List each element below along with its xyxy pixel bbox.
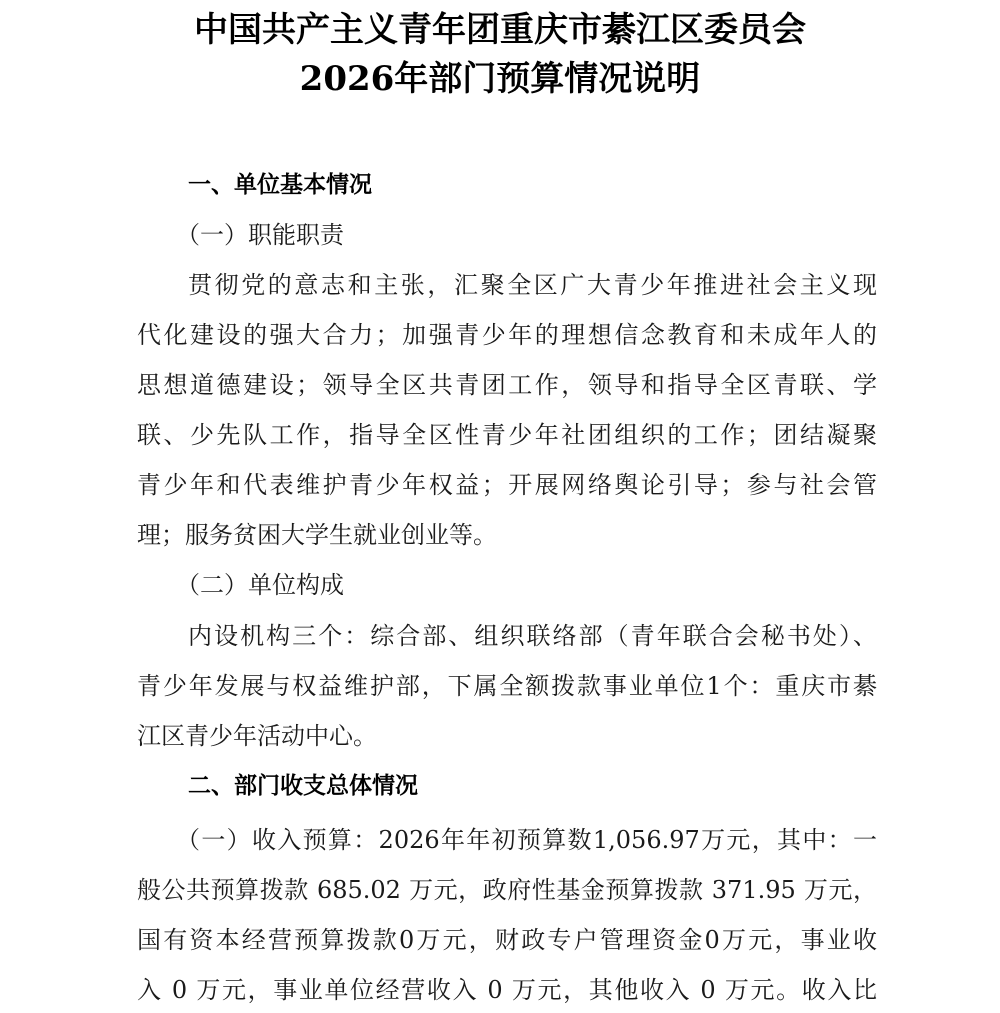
subheading-functions: （一）职能职责 — [176, 221, 344, 249]
paragraph-line: 思想道德建设；领导全区共青团工作，领导和指导全区青联、学 — [137, 371, 877, 399]
paragraph-line: 青少年和代表维护青少年权益；开展网络舆论引导；参与社会管 — [137, 471, 877, 499]
paragraph-line: 国有资本经营预算拨款0万元，财政专户管理资金0万元，事业收 — [137, 926, 877, 954]
paragraph-line: 般公共预算拨款 685.02 万元，政府性基金预算拨款 371.95 万元， — [137, 876, 877, 904]
paragraph-line: 青少年发展与权益维护部，下属全额拨款事业单位1个：重庆市綦 — [137, 672, 877, 700]
paragraph-line: 入 0 万元，事业单位经营收入 0 万元，其他收入 0 万元。收入比 — [137, 976, 877, 1004]
subheading-unit-composition: （二）单位构成 — [176, 571, 344, 599]
paragraph-line: 贯彻党的意志和主张，汇聚全区广大青少年推进社会主义现 — [188, 271, 877, 299]
paragraph-line: （一）收入预算：2026年年初预算数1,056.97万元，其中：一 — [176, 826, 877, 854]
document-title-line1: 中国共产主义青年团重庆市綦江区委员会 — [194, 10, 806, 50]
paragraph-line: 代化建设的强大合力；加强青少年的理想信念教育和未成年人的 — [137, 321, 877, 349]
paragraph-line: 理；服务贫困大学生就业创业等。 — [137, 521, 497, 549]
section-heading-budget-overview: 二、部门收支总体情况 — [188, 773, 418, 799]
paragraph-line: 内设机构三个：综合部、组织联络部（青年联合会秘书处）、 — [188, 622, 877, 650]
section-heading-unit-basics: 一、单位基本情况 — [188, 172, 372, 198]
paragraph-line: 联、少先队工作，指导全区性青少年社团组织的工作；团结凝聚 — [137, 421, 877, 449]
paragraph-line: 江区青少年活动中心。 — [137, 722, 377, 750]
document-title-line2: 2026年部门预算情况说明 — [299, 59, 701, 99]
